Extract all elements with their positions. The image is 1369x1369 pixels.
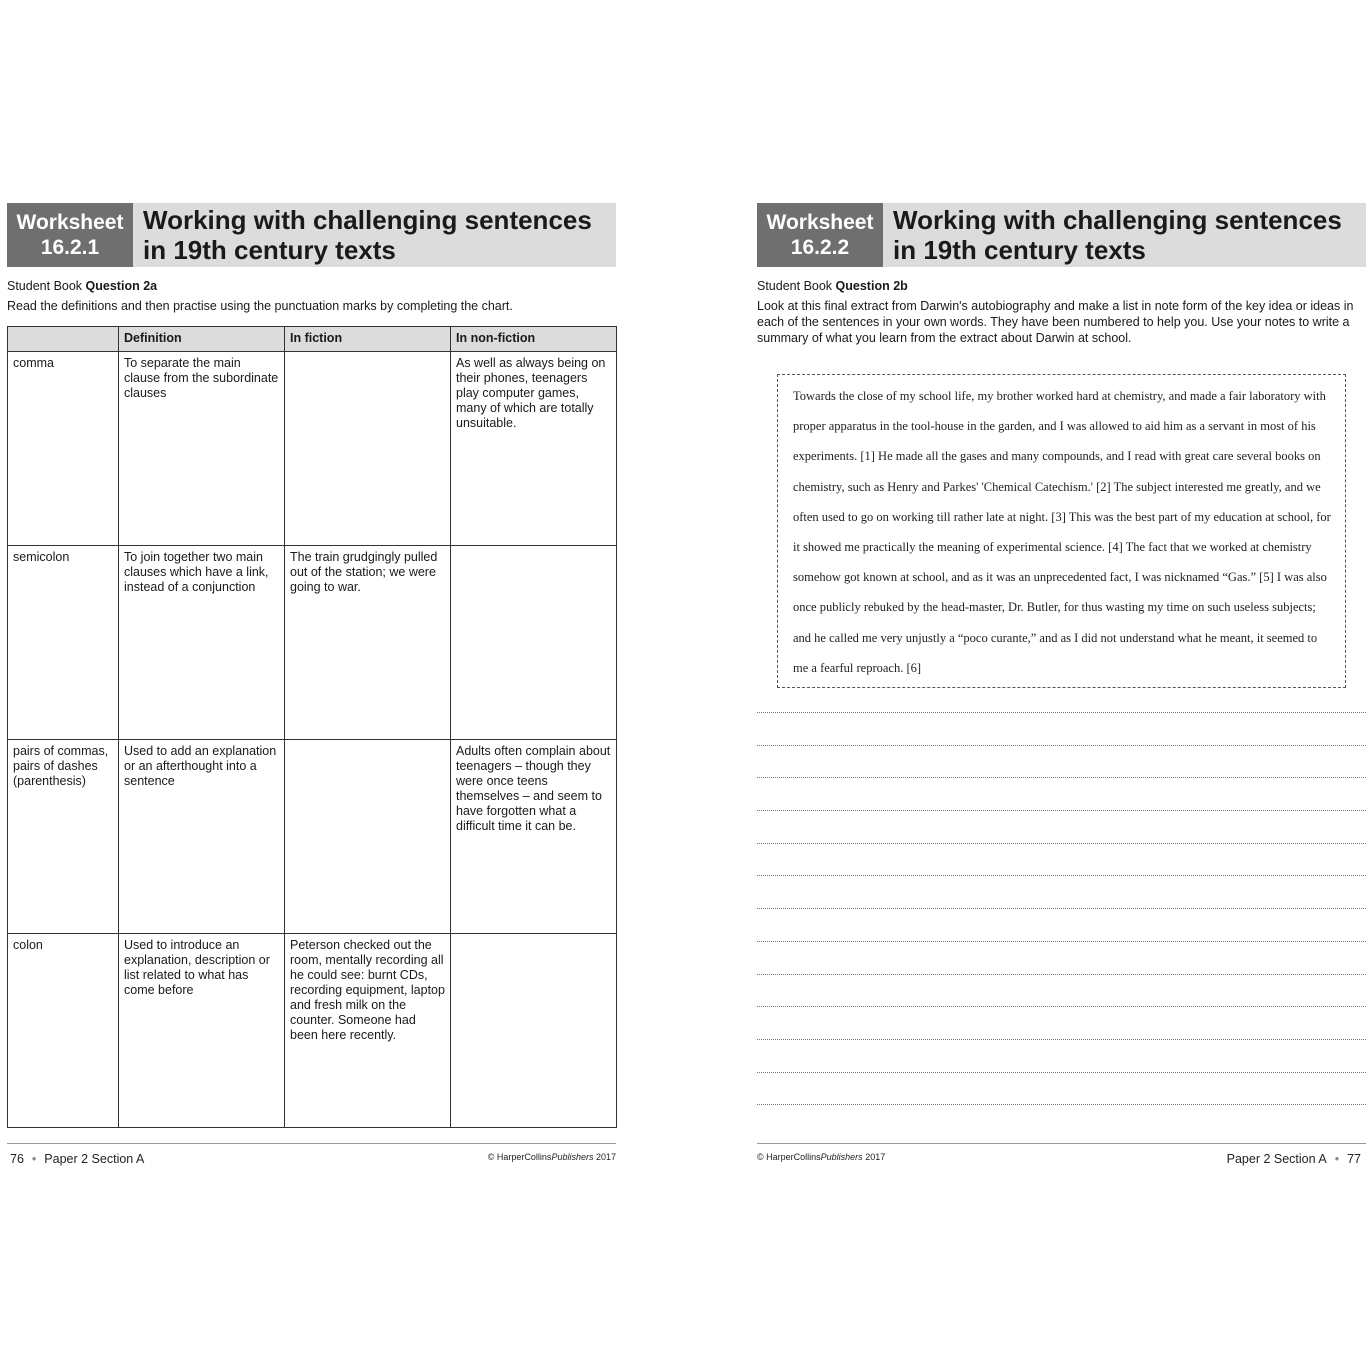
right-footer — [757, 1143, 1366, 1172]
writing-line[interactable] — [757, 810, 1366, 811]
copyright-year: 2017 — [862, 1152, 886, 1162]
table-row — [8, 546, 617, 740]
worksheet-label: Worksheet — [766, 211, 874, 234]
copyright-prefix: © HarperCollins — [757, 1152, 821, 1162]
worksheet-badge — [7, 203, 133, 267]
left-footer — [7, 1143, 616, 1172]
copyright-year: 2017 — [593, 1152, 616, 1162]
footer-right-text — [1227, 1152, 1361, 1166]
worksheet-header — [7, 203, 616, 267]
worksheet-header — [757, 203, 1366, 267]
student-book-question: Question 2a — [85, 279, 158, 293]
worksheet-number: 16.2.1 — [40, 236, 100, 259]
bullet-icon: • — [31, 1152, 37, 1166]
darwin-extract: Towards the close of my school life, my brother worked hard at chemistry, and made a fair laboratory with proper apparatus in the tool-house in the garden, and I was allowed to aid him as a servant in most of his experiments. [1] He made all the gases and many compounds, and I read with great care several books on chemistry, such as Henry and Parkes' 'Chemical Catechism.' [2] The subject interested me greatly, and we often used to go on working till rather late at night. [3] This was the best part of my education at school, for it showed me practically the meaning of experimental science. [4] The fact that we worked at chemistry somehow got known at school, and as it was an unprecedented fact, I was nicknamed “Gas.” [5] I was also once publicly rebuked by the head-master, Dr. Butler, for thus wasting my time on such useless subjects; and he called me very unjustly a “poco curante,” and as I did not understand what he meant, it seemed to me a fearful reproach. [6] — [777, 374, 1346, 688]
footer-left-text — [10, 1152, 144, 1166]
writing-line[interactable] — [757, 1039, 1366, 1040]
writing-lines[interactable] — [757, 712, 1366, 1105]
table-cell: Used to add an explanation or an afterthought into a sentence — [119, 740, 285, 934]
title-line-2: in 19th century texts — [893, 235, 1146, 265]
instructions: Look at this final extract from Darwin's autobiography and make a list in note form of the key idea or ideas in each of the sentences in your own words. They have been numbered to help you. Use your notes to write a summary of what you learn from the extract about Darwin at school. — [757, 299, 1354, 345]
left-page — [7, 203, 616, 1128]
title-line-2: in 19th century texts — [143, 235, 396, 265]
writing-line[interactable] — [757, 843, 1366, 844]
table-cell: The train grudgingly pulled out of the station; we were going to war. — [285, 546, 451, 740]
table-row — [8, 352, 617, 546]
writing-line[interactable] — [757, 712, 1366, 713]
student-book-prefix: Student Book — [757, 279, 833, 293]
writing-line[interactable] — [757, 1006, 1366, 1007]
writing-line[interactable] — [757, 941, 1366, 942]
table-cell: semicolon — [8, 546, 119, 740]
writing-line[interactable] — [757, 777, 1366, 778]
table-cell: To join together two main clauses which have a link, instead of a conjunction — [119, 546, 285, 740]
right-page — [757, 203, 1366, 1137]
writing-line[interactable] — [757, 745, 1366, 746]
table-cell: Adults often complain about teenagers – though they were once teens themselves – and seem to have forgotten what a difficult time it can be. — [451, 740, 617, 934]
student-book-reference — [757, 279, 1366, 293]
copyright-prefix: © HarperCollins — [487, 1152, 552, 1162]
section-label: Paper 2 Section A — [1226, 1152, 1327, 1166]
table-header-row — [8, 327, 617, 352]
table-row — [8, 740, 617, 934]
table-cell: As well as always being on their phones, teenagers play computer games, many of which are totally unsuitable. — [451, 352, 617, 546]
column-header: In fiction — [285, 327, 451, 352]
table-cell: Peterson checked out the room, mentally recording all he could see: burnt CDs, recording equipment, laptop and fresh milk on the counter. Someone had been here recently. — [285, 934, 451, 1128]
table-cell: colon — [8, 934, 119, 1128]
column-header: Definition — [119, 327, 285, 352]
table-cell[interactable] — [285, 352, 451, 546]
student-book-reference — [7, 279, 616, 293]
copyright — [488, 1152, 616, 1162]
section-label: Paper 2 Section A — [44, 1152, 145, 1166]
table-cell[interactable] — [451, 546, 617, 740]
table-cell: Used to introduce an explanation, description or list related to what has come before — [119, 934, 285, 1128]
writing-line[interactable] — [757, 908, 1366, 909]
writing-line[interactable] — [757, 875, 1366, 876]
title-line-1: Working with challenging sentences — [893, 205, 1342, 235]
bullet-icon: • — [1334, 1152, 1340, 1166]
table-row — [8, 934, 617, 1128]
column-header: In non-fiction — [451, 327, 617, 352]
column-header — [8, 327, 119, 352]
writing-line[interactable] — [757, 1072, 1366, 1073]
worksheet-badge — [757, 203, 883, 267]
table-cell: pairs of commas, pairs of dashes (parenthesis) — [8, 740, 119, 934]
worksheet-title — [133, 203, 616, 267]
punctuation-chart — [7, 326, 617, 1128]
page-number: 76 — [10, 1152, 24, 1166]
worksheet-label: Worksheet — [16, 211, 124, 234]
writing-line[interactable] — [757, 1104, 1366, 1105]
table-cell[interactable] — [451, 934, 617, 1128]
worksheet-title — [883, 203, 1366, 267]
copyright-italic: Publishers — [820, 1152, 863, 1162]
page-number: 77 — [1347, 1152, 1361, 1166]
table-cell[interactable] — [285, 740, 451, 934]
worksheet-number: 16.2.2 — [790, 236, 850, 259]
table-cell: comma — [8, 352, 119, 546]
writing-line[interactable] — [757, 974, 1366, 975]
copyright-italic: Publishers — [551, 1152, 594, 1162]
table-cell: To separate the main clause from the subordinate clauses — [119, 352, 285, 546]
instructions: Read the definitions and then practise using the punctuation marks by completing the chart. — [7, 299, 513, 313]
copyright — [757, 1152, 885, 1162]
student-book-question: Question 2b — [835, 279, 908, 293]
title-line-1: Working with challenging sentences — [143, 205, 592, 235]
student-book-prefix: Student Book — [7, 279, 83, 293]
